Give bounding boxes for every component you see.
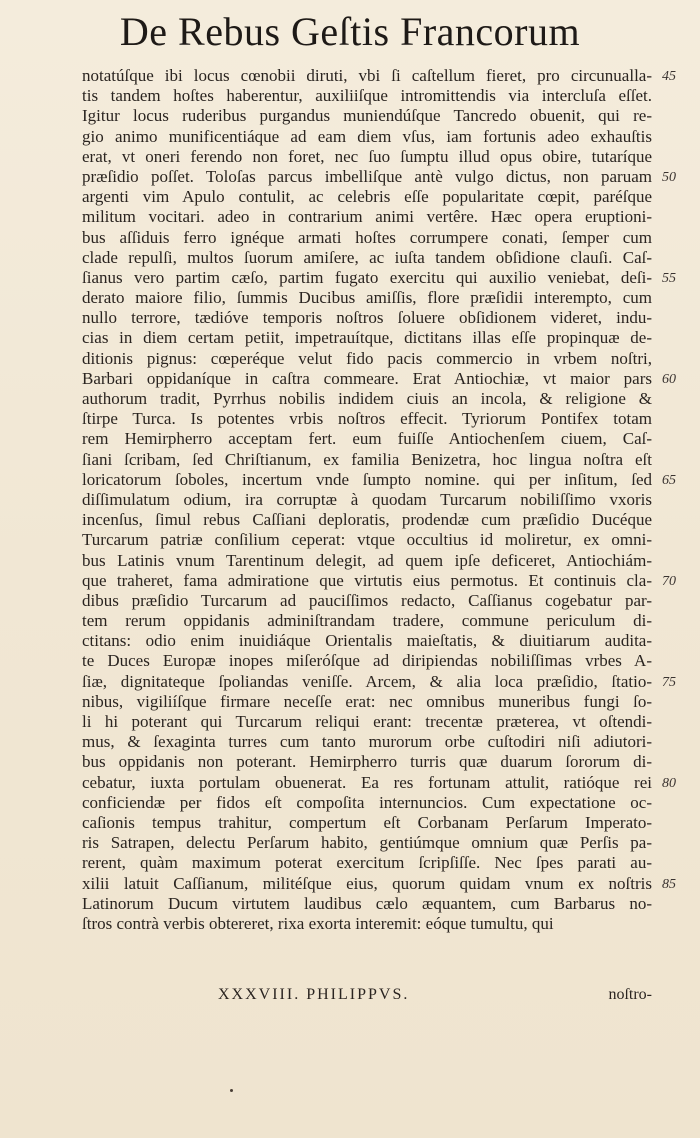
text-line: ditionis pignus: cœperéque velut fido pacis commercio in vrbem noſtri, [82,348,652,368]
text-line: caſionis tempus trahitur, compertum eſt Corbanam Perſarum Imperato- [82,812,652,832]
text-line: diſſimulatum odium, ira corruptæ à quodam Turcarum nobiliſſimo vxoris [82,489,652,509]
text-line: Igitur locus ruderibus purgandus muniendúſque Tancredo obuenit, qui re- [82,106,652,126]
text-line: Turcarum patriæ conſilium ceperat: vtque occultius id moliretur, ex omni- [82,530,652,550]
text-line: loricatorum ſoboles, incertum vnde ſumpto nomine. qui per inſitum, ſed [82,469,652,489]
margin-line-number: 45 [662,69,676,84]
running-head: De Rebus Geſtis Francorum [119,9,581,54]
text-line: ſianus vero partim cæſo, partim fugato exercitu qui auxilio veniebat, deſi- [82,267,652,287]
margin-line-number: 60 [662,372,676,387]
ink-speck [230,1089,233,1092]
text-line: dibus præſidio Turcarum ad pauciſſimos redacto, Caſſianus cogebatur par- [82,590,652,610]
text-line: conficiendæ per fidos eſt compoſita internuncios. Cum expectatione oc- [82,792,652,812]
body-text [82,66,652,934]
text-line: ctitans: odio enim inuidiáque Orientalis maieſtatis, & diuitiarum audita- [82,631,652,651]
margin-line-number: 50 [662,170,676,185]
text-line: cias in diem certam petiit, impetrauítque, dictitans illas eſſe propinquæ de- [82,328,652,348]
text-line: derato maiore filio, ſummis Ducibus amiſſis, flore præſidii interempto, cum [82,288,652,308]
text-line: mus, & ſexaginta turres cum tanto murorum orbe cuſtodiri niſi adiutori- [82,732,652,752]
margin-line-number: 70 [662,574,676,589]
text-line: Barbari oppidaníque in caſtra commeare. Erat Antiochiæ, vt maior pars [82,368,652,388]
text-line: nullo terrore, tædióve temporis noſtros ſoluere obſidionem videret, indu- [82,308,652,328]
text-line: tem rerum oppidanis adminiſtrandam tradere, commune periculum di- [82,611,652,631]
text-line: ſtros contrà verbis obtereret, rixa exorta interemit: eóque tumultu, qui [82,913,554,933]
text-line: cebatur, iuxta portulam obuenerat. Ea res fortunam attulit, ratióque rei [82,772,652,792]
catchword: noſtro- [608,986,652,1003]
text-line: ris Satrapen, delectu Perſarum habito, gentiúmque omnium quæ Perſis pa- [82,833,652,853]
text-line: erat, vt oneri ferendo non foret, nec ſuo ſumptu illud opus obire, tutaríque [82,146,652,166]
text-line: xilii latuit Caſſianum, militéſque eius, quorum quidam vnum ex noſtris [82,873,652,893]
text-line: clade repulſi, multos ſuorum amiſere, ac iuſta tandem obſidione clauſi. Caſ- [82,247,652,267]
text-line: argenti vim Apulo contulit, ac celebris eſſe popularitate cœpit, paréſque [82,187,652,207]
signature-mark: XXXVIII. PHILIPPVS. [218,986,410,1003]
text-line: rerent, quàm maximum poterat exercitum ſcripſiſſe. Nec ſpes parati au- [82,853,652,873]
text-line: ſiæ, dignitateque ſpoliandas veniſſe. Arcem, & alia loca præſidio, ſtatio- [82,671,652,691]
text-line: militum vocitari. adeo in contrarium animi vertêre. Hæc opera eruptioni- [82,207,652,227]
text-line: tis tandem hoſtes haberentur, auxiliiſque intromittendis via intercluſa eſſet. [82,86,652,106]
margin-line-number: 75 [662,675,676,690]
text-line: que traheret, fama admiratione que virtutis eius permotus. Et continuis cla- [82,570,652,590]
text-line: gio animo munificentiáque ad eam diem vſus, iam fortunis adeo exhauſtis [82,126,652,146]
text-line: authorum tradit, Pyrrhus nobilis indidem ciuis an incola, & religione & [82,389,652,408]
margin-line-number: 65 [662,473,676,488]
text-line: ſtirpe Turca. Is potentes vrbis noſtros effecit. Tyriorum Pontifex totam [82,409,652,429]
text-line: bus oppidanis non poterant. Hemirpherro turris quæ duarum ſororum di- [82,752,652,772]
margin-line-number: 55 [662,271,676,286]
text-line: bus aſſiduis ferro ignéque armati hoſtes corrumpere conati, ſemper cum [82,227,652,247]
text-line: rem Hemirpherro acceptam fert. eum fuiſſe Antiochenſem ciuem, Caſ- [82,429,652,449]
text-line: ſiani ſcribam, ſed Chriſtianum, ex familia Benizetra, hoc lingua noſtra eſt [82,449,652,469]
text-line: bus Latinis vnum Tarentinum delegit, ad quem ipſe deficeret, Antiochiám- [82,550,652,570]
text-line: nibus, vigiliíſque firmare neceſſe erat: nec omnibus muneribus fungi ſo- [82,691,652,711]
text-line: notatúſque ibi locus cœnobii diruti, vbi ſi caſtellum fieret, pro circunualla- [82,66,652,85]
margin-line-number: 80 [662,776,676,791]
text-line: te Duces Europæ inopes miſeróſque ad diripiendas nobiliſſimas vrbes A- [82,651,652,671]
margin-line-number: 85 [662,877,676,892]
text-line: Latinorum Ducum virtutem laudibus cælo æquantem, cum Barbarus no- [82,893,652,913]
page-footer [82,986,652,1008]
text-line: præſidio poſſet. Toloſas parcus imbelliſque antè vulgo dictus, non paruam [82,166,652,186]
text-line: incenſus, ſimul rebus Caſſiani deploratis, prodendæ cum præſidio Ducéque [82,510,652,530]
text-line: li hi poterant qui Turcarum reliqui erant: trecentæ præterea, vt oſtendi- [82,712,652,731]
